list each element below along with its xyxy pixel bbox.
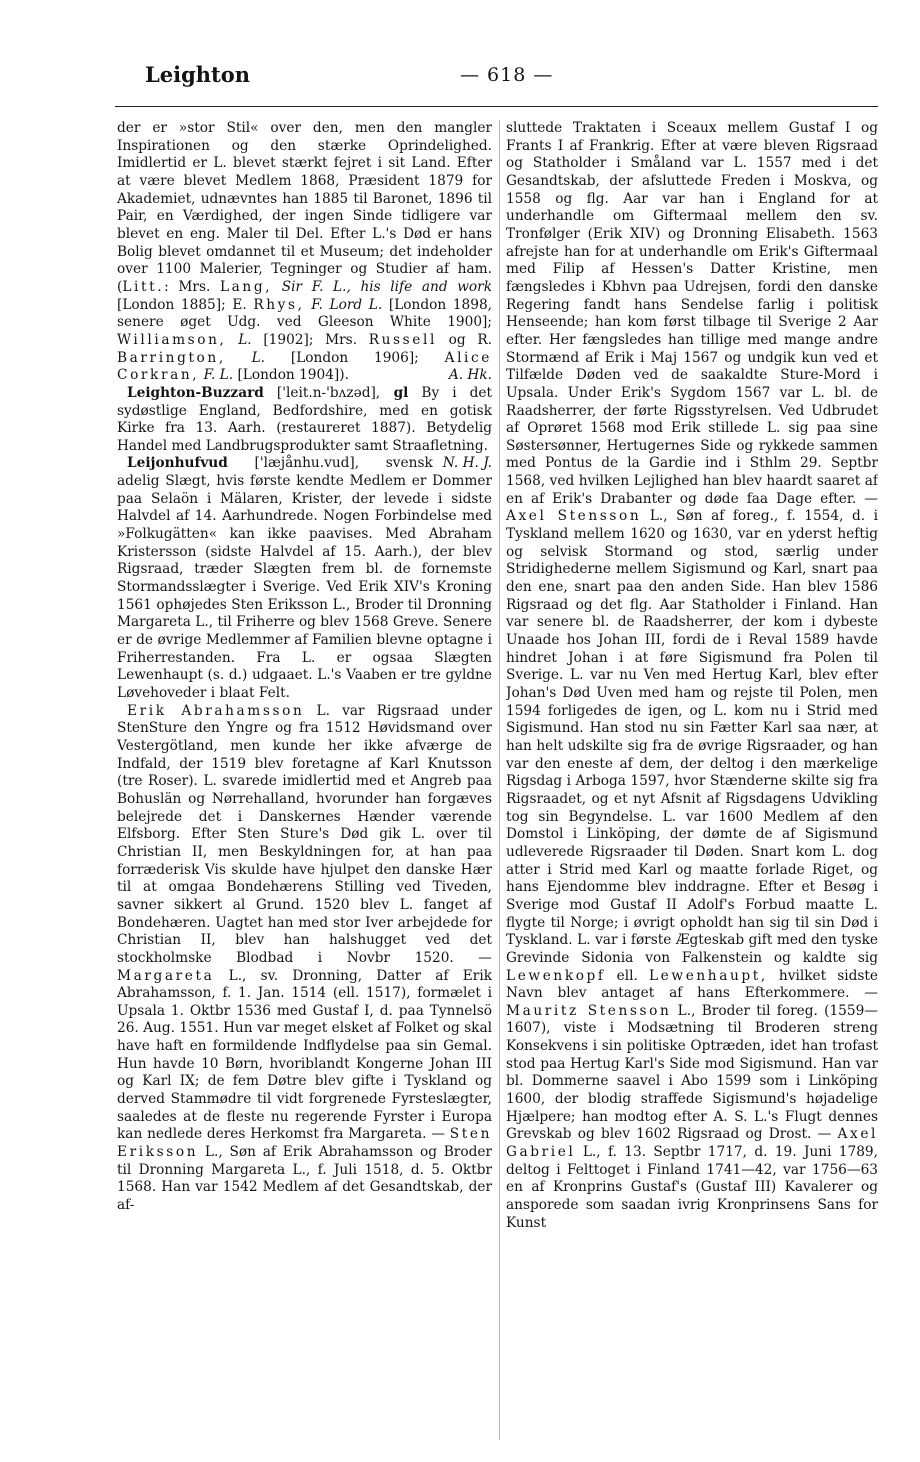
pronunciation: ['leit.n-'bʌzəd], [263, 384, 381, 401]
entry-headword: Leighton-Buzzard [127, 384, 264, 401]
work-title: Sir F. L., his life and work [272, 278, 492, 295]
work-title: L. [226, 331, 252, 348]
right-column [506, 120, 878, 1435]
page-header [145, 62, 865, 96]
author-name: Russell [368, 331, 437, 348]
text-run: [London 1906]; [265, 349, 445, 366]
leijonhufvud-continuation [506, 120, 878, 1232]
person-name: Axel Stensson [506, 508, 642, 525]
text-run: ell. [605, 967, 649, 984]
author-name: Rhys, [253, 296, 305, 313]
leighton-entry-continuation [117, 120, 492, 385]
text-run: : Mrs. [164, 278, 220, 295]
author-name: Lang, [219, 278, 273, 295]
author-name: Williamson, [117, 331, 227, 348]
work-title: F. Lord L. [304, 296, 383, 313]
author-name: Barrington, [117, 349, 226, 366]
entry-headword: Leijonhufvud [127, 455, 228, 472]
person-name: Axel Gabriel [506, 1126, 878, 1161]
text-run: [London 1898, senere øget Udg. ved Gleeson White 1900]; [117, 296, 492, 331]
text-run: L. var Rigsraad under StenSture den Yngre og fra 1512 Høvidsmand over Vestergötland, men kunde her ikke afværge de Indfald, der 1519 blev foretagne af Karl Knutsson (tre Roser). L. svarede imidlertid med et Angreb paa Bohuslän og Nørrehalland, hvorunder han forgæves belejrede det i Danskernes Hænder værende Elfsborg. Efter Sten Sture's Død gik L. over til Christian II, men Beskyldningen for, at han paa forræderisk Vis skulde have hjulpet den danske Hær til at omgaa Bondehærens Stilling ved Tiveden, savner sikkert al Grund. 1520 blev L. fanget af Bondehæren. Uagtet han med stor Iver arbejdede for Christian II, blev han halshugget ved det stockholmske Blodbad i Novbr 1520. — [117, 702, 492, 966]
text-run: der er »stor Stil« over den, men den mangler Inspirationen og den stærke Oprindelighed. Imidlertid er L. blevet stærkt fejret i sit Land. Efter at være blevet Medlem 1868, Præsident 1879 for Akademiet, udnævntes han 1885 til Baronet, 1896 til Pair, en Værdighed, der ingen Sinde tidligere var blevet en eng. Maler til Del. Efter L.'s Død er hans Bolig blevet omdannet til et Museum; det indeholder over 1100 Malerier, Tegninger og Studier af ham. ( [117, 120, 492, 295]
person-name: Sten Eriksson [117, 1126, 492, 1161]
text-run: sluttede Traktaten i Sceaux mellem Gustaf I og Frants I af Frankrig. Efter at være bleven Rigsraad og Statholder i Småland var L. 1557 med i det Gesandtskab, der afsluttede Freden i Moskva, og 1558 og flg. Aar var han i England for at underhandle om Giftermaal mellem den sv. Tronfølger (Erik XIV) og Dronning Elisabeth. 1563 afrejste han for at underhandle om Erik's Giftermaal med Filip af Hessen's Datter Kristine, men fængsledes i Kbhvn paa Udrejsen, fordi den danske Regering fandt hans Sendelse farlig i politisk Henseende; han kom først tilbage til Sverige 2 Aar efter. Her fængsledes han tillige med mange andre Stormænd af Erik i Maj 1567 og undgik kun ved et Tilfælde Døden ved de saakaldte Sture-Mord i Upsala. Under Erik's Sygdom 1567 var L. bl. de Raadsherrer, der førte Rigsstyrelsen. Ved Udbrudet af Oprøret 1568 mod Erik stillede L. sig paa sine Søstersønner, Hertugernes Side og rykkede sammen med Pontus de la Gardie ind i Sthlm 29. Septbr 1568, ved hvilken Lejlighed han blev haardt saaret af en af Erik's Drabanter og døde faa Dage efter. — [506, 120, 878, 507]
abbreviation: gl [380, 384, 409, 401]
literature-label: Litt. [122, 278, 165, 295]
work-title: L. [225, 349, 266, 366]
work-title: F. L. [199, 367, 234, 384]
author-name: Alice Corkran, [117, 349, 492, 384]
text-run: [London 1904]). [233, 367, 349, 384]
text-run: L., Søn af foreg., f. 1554, d. i Tyskland mellem 1620 og 1630, var en yderst heftig og selvisk Stormand og stod, særlig under Stridighederne mellem Sigismund og Karl, snart paa den ene, snart paa den anden Side. Han blev 1586 Rigsraad og det flg. Aar Statholder i Finland. Han var senere bl. de Raadsherrer, der kom i dybeste Unaade hos Johan III, fordi de i Reval 1589 havde hindret Johan i at føre Sigismund fra Polen til Sverige. L. var nu Ven med Hertug Karl, blev efter Johan's Død Uven med ham og rejste til Polen, men 1594 forligedes de igen, og L. kom nu i Strid med Sigismund. Han stod nu sin Fætter Karl saa nær, at han helt udskilte sig fra de øvrige Rigsraader, og han var den eneste af dem, der deltog i den mærkelige Rigsdag i Arboga 1597, hvor Stænderne skilte sig fra Rigsraadet, og et nyt Afsnit af Rigsdagens Udvikling tog sin Begyndelse. L. var 1600 Medlem af den Domstol i Linköping, der dømte de af Sigismund udleverede Rigsraader til Døden. Snart kom L. dog atter i Strid med Karl og maatte forlade Riget, og hans Ejendomme blev inddragne. Efter et Besøg i Sverige mod Gustaf II Adolf's Forbud maatte L. flygte til Norge; i øvrigt opholdt han sig til sin Død i Tyskland. L. var i første Ægteskab gift med den tyske Grevinde Sidonia von Falkenstein og kaldte sig [506, 508, 878, 966]
text-run: L., f. 13. Septbr 1717, d. 19. Juni 1789, deltog i Felttoget i Finland 1741—42, var 1756—63 en af Kronprins Gustaf's (Gustaf III) Kavalerer og ansporede som saadan ivrig Kronprinsens Sans for Kunst [506, 1144, 878, 1231]
header-rule [115, 106, 878, 107]
text-run: [London 1885]; E. [117, 296, 254, 313]
text-run: hvilket sidste Navn blev antaget af hans Efterkommere. — [506, 967, 878, 1002]
running-headword: Leighton [145, 62, 251, 87]
author-signature: N. H. J. [442, 455, 492, 472]
text-run: L., Søn af Erik Abrahamsson og Broder til Dronning Margareta L., f. Juli 1518, d. 5. Oktbr 1568. Han var 1542 Medlem af det Gesandtskab, der af- [117, 1144, 492, 1214]
text-run: L., Broder til foreg. (1559—1607), viste i Modsætning til Broderen streng Konsekvens i sin politiske Optræden, idet han trofast stod paa Hertug Karl's Side mod Sigismund. Han var bl. Dommerne saavel i Abo 1599 som i Linköping 1600, der blodig straffede Sigismund's højadelige Hjælpere; han modtog efter A. S. L.'s Flugt dennes Grevskab og blev 1602 Rigsraad og Drost. — [506, 1002, 878, 1143]
person-name: Lewenhaupt, [648, 967, 768, 984]
text-run: L., sv. Dronning, Datter af Erik Abrahamsson, f. 1. Jan. 1514 (ell. 1517), formælet i Upsala 1. Oktbr 1536 med Gustaf I, d. paa Tynnelsö 26. Aug. 1551. Hun var meget elsket af Folket og skal have haft en formildende Indflydelse paa sin Gemal. Hun havde 10 Børn, hvoriblandt Kongerne Johan III og Karl IX; de fem Døtre blev gifte i Tyskland og derved Stammødre til vidt forgrenede Fyrsteslægter, saaledes at de fleste nu regerende Fyrster i Europa kan nedlede deres Herkomst fra Margareta. — [117, 967, 492, 1143]
text-run: og R. [436, 331, 492, 348]
leijonhufvud-entry [117, 455, 492, 702]
erik-abrahamsson-paragraph [117, 703, 492, 1215]
person-name: Lewenkopf [506, 967, 606, 984]
person-name: Mauritz Stensson [506, 1002, 672, 1019]
author-signature: A. Hk. [448, 367, 492, 384]
text-run: By i det sydøstlige England, Bedfordshire, med en gotisk Kirke fra 13. Aarh. (restaureret 1887). Betydelig Handel med Landbrugsprodukter samt Straafletning. [117, 384, 492, 454]
left-column [117, 120, 492, 1435]
person-name: Erik Abrahamsson [127, 702, 305, 719]
text-run: ['læjånhu.vud], svensk adelig Slægt, hvis første kendte Medlem er Dommer paa Selaön i Mälaren, Krister, der levede i sidste Halvdel af 14. Aarhundrede. Nogen Forbindelse med »Folkugätten« kan ikke paavises. Med Abraham Kristersson (sidste Halvdel af 15. Aarh.), der blev Rigsraad, træder Slægten frem bl. de fornemste Stormandsslægter i Sverige. Ved Erik XIV's Kroning 1561 ophøjedes Sten Eriksson L., Broder til Dronning Margareta L., til Friherre og blev 1568 Greve. Senere er de øvrige Medlemmer af Familien blevne optagne i Friherrestanden. Fra L. er ogsaa Slægten Lewenhaupt (s. d.) udgaaet. L.'s Vaaben er tre gyldne Løvehoveder i blaat Felt. [117, 455, 492, 701]
page-number: — 618 — [460, 64, 554, 86]
text-run: [1902]; Mrs. [251, 331, 369, 348]
person-name: Margareta [117, 967, 215, 984]
column-divider [499, 120, 500, 1440]
